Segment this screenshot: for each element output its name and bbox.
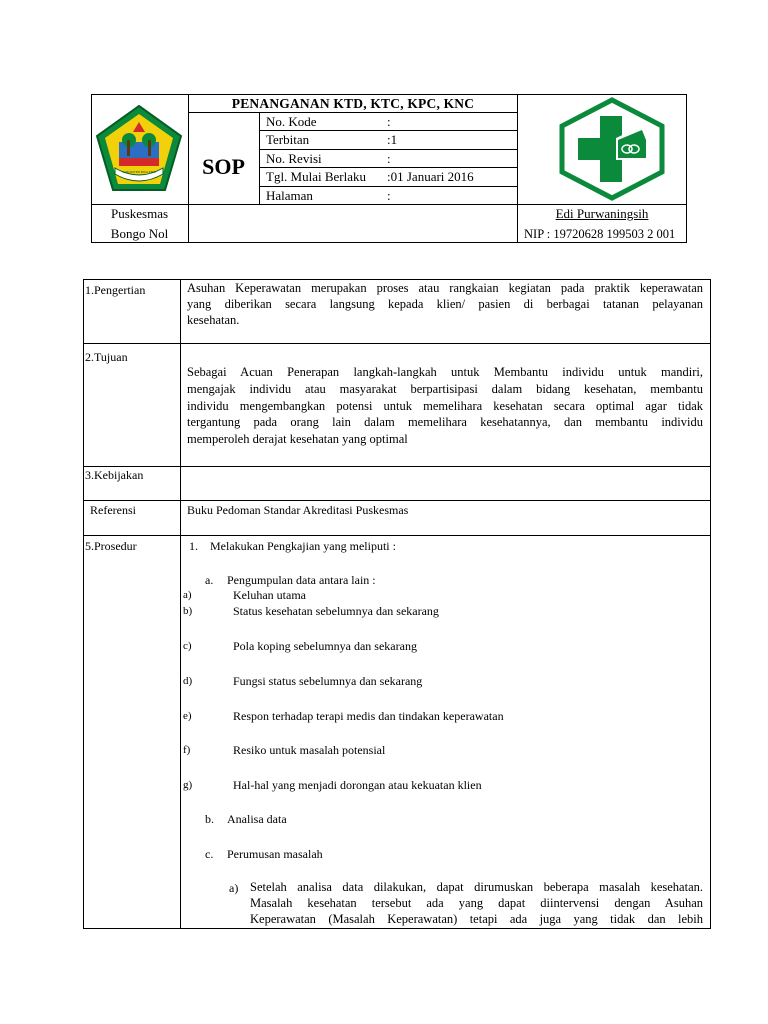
step-1-number: 1.	[189, 539, 198, 553]
text-tujuan-line3: individu mengembangkan potensi untuk memelihara kesehatan secara optimal agar tidak	[187, 399, 703, 413]
sub-item-g-mark: g)	[183, 779, 193, 791]
sub-item-d-mark: d)	[183, 675, 193, 687]
logo-caption: KABUPATEN BOALEMO	[122, 170, 156, 174]
sub-item-a-text: Keluhan utama	[233, 588, 306, 602]
document-title: PENANGANAN KTD, KTC, KPC, KNC	[231, 96, 475, 111]
sub-item-b-mark: b)	[183, 605, 193, 617]
puskesmas-name-line2: Bongo Nol	[110, 226, 169, 241]
field-no-revisi-value: :	[387, 151, 391, 166]
step-c-number: c.	[205, 847, 214, 861]
text-tujuan-line1: Sebagai Acuan Penerapan langkah-langkah untuk Membantu individu untuk mandiri,	[187, 365, 703, 379]
sub-item-d-text: Fungsi status sebelumnya dan sekarang	[233, 674, 423, 688]
text-referensi: Buku Pedoman Standar Akreditasi Puskesmas	[187, 503, 409, 517]
label-referensi: Referensi	[90, 503, 136, 517]
step-c-a-line1: Setelah analisa data dilakukan, dapat dirumuskan beberapa masalah kesehatan.	[250, 880, 703, 894]
text-tujuan-line2: mengajak individu atau masyarakat berpartisipasi dalam bidang kesehatan, membantu	[187, 382, 703, 396]
sub-item-b-text: Status kesehatan sebelumnya dan sekarang	[233, 604, 439, 618]
step-a-text: Pengumpulan data antara lain :	[227, 573, 376, 587]
field-terbitan-label: Terbitan	[266, 132, 310, 147]
step-b-number: b.	[205, 812, 214, 826]
sub-item-c-text: Pola koping sebelumnya dan sekarang	[233, 639, 417, 653]
sub-item-f-mark: f)	[183, 744, 191, 756]
sub-item-f-text: Resiko untuk masalah potensial	[233, 743, 386, 757]
puskesmas-logo	[93, 102, 185, 198]
text-pengertian-line1: Asuhan Keperawatan merupakan proses atau rangkaian kegiatan pada praktik keperawatan	[187, 281, 703, 295]
signer-nip: NIP : 19720628 199503 2 001	[524, 227, 676, 241]
field-halaman-value: :	[387, 188, 391, 203]
sub-item-a-mark: a)	[183, 589, 192, 601]
label-kebijakan: 3.Kebijakan	[85, 468, 144, 482]
step-c-text: Perumusan masalah	[227, 847, 323, 861]
puskesmas-name-line1: Puskesmas	[110, 206, 169, 221]
field-no-revisi-label: No. Revisi	[266, 151, 322, 166]
label-prosedur: 5.Prosedur	[85, 539, 137, 553]
sub-item-e-text: Respon terhadap terapi medis dan tindakan keperawatan	[233, 709, 504, 723]
field-halaman-label: Halaman	[266, 188, 313, 203]
text-pengertian-line3: kesehatan.	[187, 313, 240, 327]
sub-item-c-mark: c)	[183, 640, 192, 652]
step-c-a-mark: a)	[229, 881, 239, 895]
field-terbitan-value: :1	[387, 132, 398, 147]
step-a-number: a.	[205, 573, 214, 587]
sop-label: SOP	[202, 154, 245, 179]
field-tgl-mulai-label: Tgl. Mulai Berlaku	[266, 169, 367, 184]
health-cross-logo	[556, 96, 668, 202]
field-no-kode-label: No. Kode	[266, 114, 317, 129]
field-tgl-mulai-value: :01 Januari 2016	[387, 169, 474, 184]
text-pengertian-line2: yang diberikan secara langsung kepada klien/ pasien di berbagai tatanan pelayanan	[187, 297, 703, 311]
step-c-a-line2: Masalah kesehatan tersebut ada yang dapat diintervensi dengan Asuhan	[250, 896, 703, 910]
signer-name: Edi Purwaningsih	[555, 206, 649, 221]
label-pengertian: 1.Pengertian	[85, 283, 146, 297]
text-tujuan-line5: memperoleh derajat kesehatan yang optimal	[187, 432, 408, 446]
label-tujuan: 2.Tujuan	[85, 350, 128, 364]
sub-item-e-mark: e)	[183, 710, 192, 722]
step-b-text: Analisa data	[227, 812, 287, 826]
text-tujuan-line4: tergantung pada orang lain dalam memelihara kesehatannya, dan membantu individu	[187, 415, 703, 429]
step-1-text: Melakukan Pengkajian yang meliputi :	[210, 539, 396, 553]
sub-item-g-text: Hal-hal yang menjadi dorongan atau kekuatan klien	[233, 778, 482, 792]
step-c-a-line3: Keperawatan (Masalah Keperawatan) tetapi ada juga yang tidak dan lebih	[250, 912, 703, 926]
field-no-kode-value: :	[387, 114, 391, 129]
